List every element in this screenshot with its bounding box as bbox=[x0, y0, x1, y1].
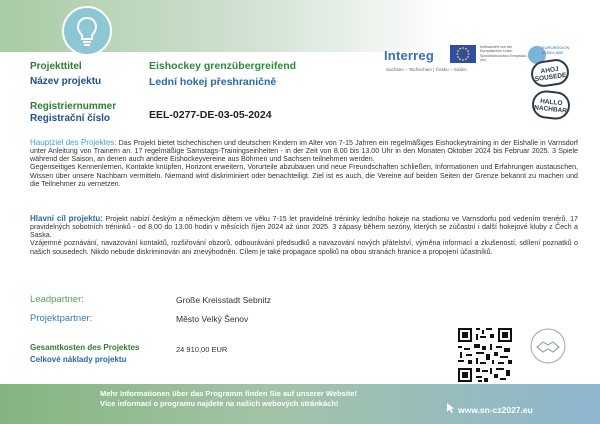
registration-label-cz: Registrační číslo bbox=[30, 113, 111, 124]
euroregion-text: EUROREGION ELBE/LABE bbox=[542, 45, 570, 55]
description-de-lead: Hauptziel des Projektes: bbox=[30, 138, 117, 147]
lightbulb-logo bbox=[62, 6, 112, 56]
description-cz-lead: Hlavní cíl projektu: bbox=[30, 214, 103, 223]
description-de-text-1: Das Projekt bietet tschechischen und deutschen Kindern im Alter von 7-15 Jahren ein regelmäßiges Eishockeytraining in der Eishalle in Varnsdorf unter Anleitung von Trainern an. 17 regelmäßige Samstags-Trainingseinheiten - in der Zeit von 8.00 bis 13.00 Uhr in den Monaten Oktober 2024 bis Februar 2025. 3 Spiele während der Saison, an denen auch andere Eishockeyvereine aus Böhmen und Sachsen teilnehmen werden. bbox=[30, 139, 578, 164]
project-partner-value: Město Velký Šenov bbox=[176, 314, 249, 324]
total-cost-value: 24 910,00 EUR bbox=[176, 345, 228, 354]
eu-flag-icon bbox=[450, 45, 476, 63]
footer-info bbox=[100, 389, 357, 408]
badge-hallo-nachbar: HALLO NACHBAR bbox=[531, 89, 572, 121]
registration-number: EEL-0277-DE-03-05-2024 bbox=[149, 109, 272, 121]
project-title-de: Eishockey grenzübergreifend bbox=[149, 60, 297, 72]
footer-bar bbox=[0, 384, 600, 424]
cursor-icon bbox=[446, 402, 456, 414]
lightbulb-icon bbox=[75, 16, 99, 48]
total-cost-label-cz: Celkové náklady projektu bbox=[30, 355, 127, 364]
project-title-cz: Lední hokej přeshraničně bbox=[149, 76, 277, 88]
description-cz bbox=[30, 215, 578, 256]
website-link[interactable]: www.sn-cz2027.eu bbox=[458, 405, 533, 415]
program-subtitle: Sachsen – Tschechien | Česko – Sasko bbox=[386, 67, 467, 72]
project-title-label-cz: Název projektu bbox=[30, 76, 102, 87]
eu-cofinanced-text: Kofinanziert von der Europäischen Union Spolufinancováno Evropskou unií bbox=[480, 45, 527, 63]
project-partner-label: Projektpartner: bbox=[30, 313, 93, 324]
registration-label-de: Registriernummer bbox=[30, 101, 117, 112]
description-cz-text-2: Vzájemné poznávání, navazování kontaktů, rozšiřování obzorů, odbourávání předsudků a navazování nových přátelství, výměna informací a zkušeností, sdílení poznatků o našich sousedech. Nikdo nebude diskriminován ani znevýhodněn. Cílem je také propagace spolků na obou stranách hranice a propojení účastníků. bbox=[30, 239, 578, 256]
qr-code-icon[interactable] bbox=[456, 326, 514, 384]
footer-line-cz: Více informací o programu najdete na našich webových stránkách! bbox=[100, 398, 339, 408]
lead-partner-value: Große Kreisstadt Sebnitz bbox=[176, 295, 271, 305]
footer-line-de: Mehr Informationen über das Programm finden Sie auf unserer Website! bbox=[100, 389, 357, 398]
project-title-label-de: Projekttitel bbox=[30, 61, 82, 72]
lead-partner-label: Leadpartner: bbox=[30, 294, 84, 305]
description-de bbox=[30, 139, 578, 188]
handshake-stamp-icon bbox=[528, 326, 568, 366]
total-cost-label-de: Gesamtkosten des Projektes bbox=[30, 343, 140, 352]
interreg-logo: Interreg bbox=[384, 48, 435, 63]
badge-ahoj-sousede: AHOJ SOUSEDE bbox=[529, 57, 570, 88]
description-de-text-2: Gegenseitiges Kennenlernen, Kontakte knüpfen, Horizont erweitern, Vorurteile abzubauen und neue Freundschaften schließen, Informationen und Erfahrungen austauschen, Wissen über unsere Nachbarn vermitteln. Niemand wird diskriminiert oder benachteiligt. Ziel ist es auch, die Vereine auf beiden Seiten der Grenze bekannt zu machen und die Teilnehmer zu vernetzen. bbox=[30, 163, 578, 188]
description-cz-text-1: Projekt nabízí českým a německým dětem ve věku 7-15 let pravidelné tréninky ledního hokeje na stadionu ve Varnsdorfu pod vedením trenérů. 17 pravidelných sobotních tréninků - od 8.00 do 13.00 hodin v měsících říjen 2024 až únor 2025. 3 zápasy během sezóny, kterých se zúčastní i další hokejové kluby z Čech a Saska. bbox=[30, 215, 578, 240]
